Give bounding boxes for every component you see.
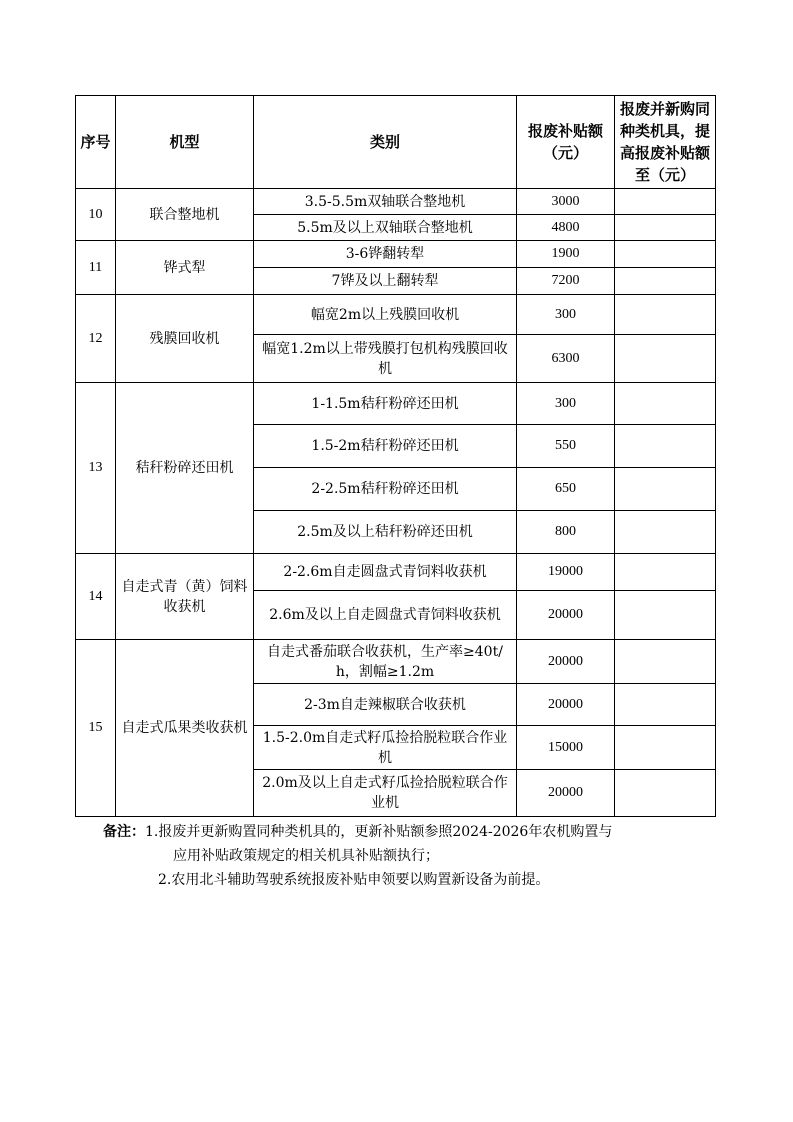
subsidy-cell: 20000 xyxy=(517,591,615,640)
category-cell: 2-2.5m秸秆粉碎还田机 xyxy=(254,468,517,511)
raised-subsidy-cell xyxy=(615,425,716,468)
category-cell: 5.5m及以上双轴联合整地机 xyxy=(254,215,517,241)
raised-subsidy-cell xyxy=(615,215,716,241)
raised-subsidy-cell xyxy=(615,468,716,511)
category-cell: 1.5-2.0m自走式籽瓜捡拾脱粒联合作业机 xyxy=(254,726,517,770)
subsidy-cell: 6300 xyxy=(517,335,615,383)
raised-subsidy-cell xyxy=(615,383,716,425)
model-cell: 铧式犁 xyxy=(116,241,254,295)
notes xyxy=(103,820,703,892)
subsidy-cell: 1900 xyxy=(517,241,615,268)
raised-subsidy-cell xyxy=(615,241,716,268)
header-category: 类别 xyxy=(254,96,517,189)
table-row xyxy=(76,241,716,268)
subsidy-cell: 15000 xyxy=(517,726,615,770)
model-cell: 秸秆粉碎还田机 xyxy=(116,383,254,554)
model-cell: 自走式青（黄）饲料收获机 xyxy=(116,554,254,640)
header-model: 机型 xyxy=(116,96,254,189)
subsidy-cell: 800 xyxy=(517,511,615,554)
subsidy-cell: 4800 xyxy=(517,215,615,241)
raised-subsidy-cell xyxy=(615,726,716,770)
raised-subsidy-cell xyxy=(615,684,716,726)
seq-cell: 10 xyxy=(76,189,116,241)
seq-cell: 14 xyxy=(76,554,116,640)
raised-subsidy-cell xyxy=(615,335,716,383)
subsidy-cell: 300 xyxy=(517,295,615,335)
seq-cell: 15 xyxy=(76,640,116,817)
raised-subsidy-cell xyxy=(615,591,716,640)
category-cell: 2.0m及以上自走式籽瓜捡拾脱粒联合作业机 xyxy=(254,770,517,817)
raised-subsidy-cell xyxy=(615,554,716,591)
subsidy-cell: 650 xyxy=(517,468,615,511)
category-cell: 7铧及以上翻转犁 xyxy=(254,268,517,295)
category-cell: 3.5-5.5m双轴联合整地机 xyxy=(254,189,517,215)
table-row xyxy=(76,640,716,684)
header-subsidy: 报废补贴额（元） xyxy=(517,96,615,189)
subsidy-cell: 7200 xyxy=(517,268,615,295)
category-cell: 1-1.5m秸秆粉碎还田机 xyxy=(254,383,517,425)
category-cell: 2.5m及以上秸秆粉碎还田机 xyxy=(254,511,517,554)
raised-subsidy-cell xyxy=(615,770,716,817)
category-cell: 自走式番茄联合收获机，生产率≥40t/h，割幅≥1.2m xyxy=(254,640,517,684)
notes-label: 备注： xyxy=(103,824,145,840)
raised-subsidy-cell xyxy=(615,268,716,295)
category-cell: 幅宽1.2m以上带残膜打包机构残膜回收机 xyxy=(254,335,517,383)
subsidy-cell: 20000 xyxy=(517,770,615,817)
model-cell: 残膜回收机 xyxy=(116,295,254,383)
subsidy-cell: 19000 xyxy=(517,554,615,591)
model-cell: 自走式瓜果类收获机 xyxy=(116,640,254,817)
subsidy-table xyxy=(75,95,716,817)
subsidy-cell: 300 xyxy=(517,383,615,425)
table-row xyxy=(76,383,716,425)
category-cell: 2-2.6m自走圆盘式青饲料收获机 xyxy=(254,554,517,591)
table-row xyxy=(76,554,716,591)
seq-cell: 13 xyxy=(76,383,116,554)
model-cell: 联合整地机 xyxy=(116,189,254,241)
raised-subsidy-cell xyxy=(615,295,716,335)
category-cell: 幅宽2m以上残膜回收机 xyxy=(254,295,517,335)
table-row xyxy=(76,295,716,335)
subsidy-cell: 20000 xyxy=(517,640,615,684)
category-cell: 1.5-2m秸秆粉碎还田机 xyxy=(254,425,517,468)
seq-cell: 12 xyxy=(76,295,116,383)
category-cell: 2-3m自走辣椒联合收获机 xyxy=(254,684,517,726)
raised-subsidy-cell xyxy=(615,640,716,684)
raised-subsidy-cell xyxy=(615,511,716,554)
header-row xyxy=(76,96,716,189)
subsidy-cell: 20000 xyxy=(517,684,615,726)
subsidy-cell: 550 xyxy=(517,425,615,468)
seq-cell: 11 xyxy=(76,241,116,295)
header-raised-subsidy: 报废并新购同种类机具，提高报废补贴额至（元） xyxy=(615,96,716,189)
category-cell: 3-6铧翻转犁 xyxy=(254,241,517,268)
raised-subsidy-cell xyxy=(615,189,716,215)
category-cell: 2.6m及以上自走圆盘式青饲料收获机 xyxy=(254,591,517,640)
note-1-continuation: 应用补贴政策规定的相关机具补贴额执行； xyxy=(173,848,439,864)
header-seq: 序号 xyxy=(76,96,116,189)
note-line-1 xyxy=(103,820,703,844)
subsidy-cell: 3000 xyxy=(517,189,615,215)
table-row xyxy=(76,189,716,215)
note-2-text: 2.农用北斗辅助驾驶系统报废补贴申领要以购置新设备为前提。 xyxy=(158,872,550,888)
note-1-text: 1.报废并更新购置同种类机具的，更新补贴额参照2024-2026年农机购置与 xyxy=(145,824,613,840)
